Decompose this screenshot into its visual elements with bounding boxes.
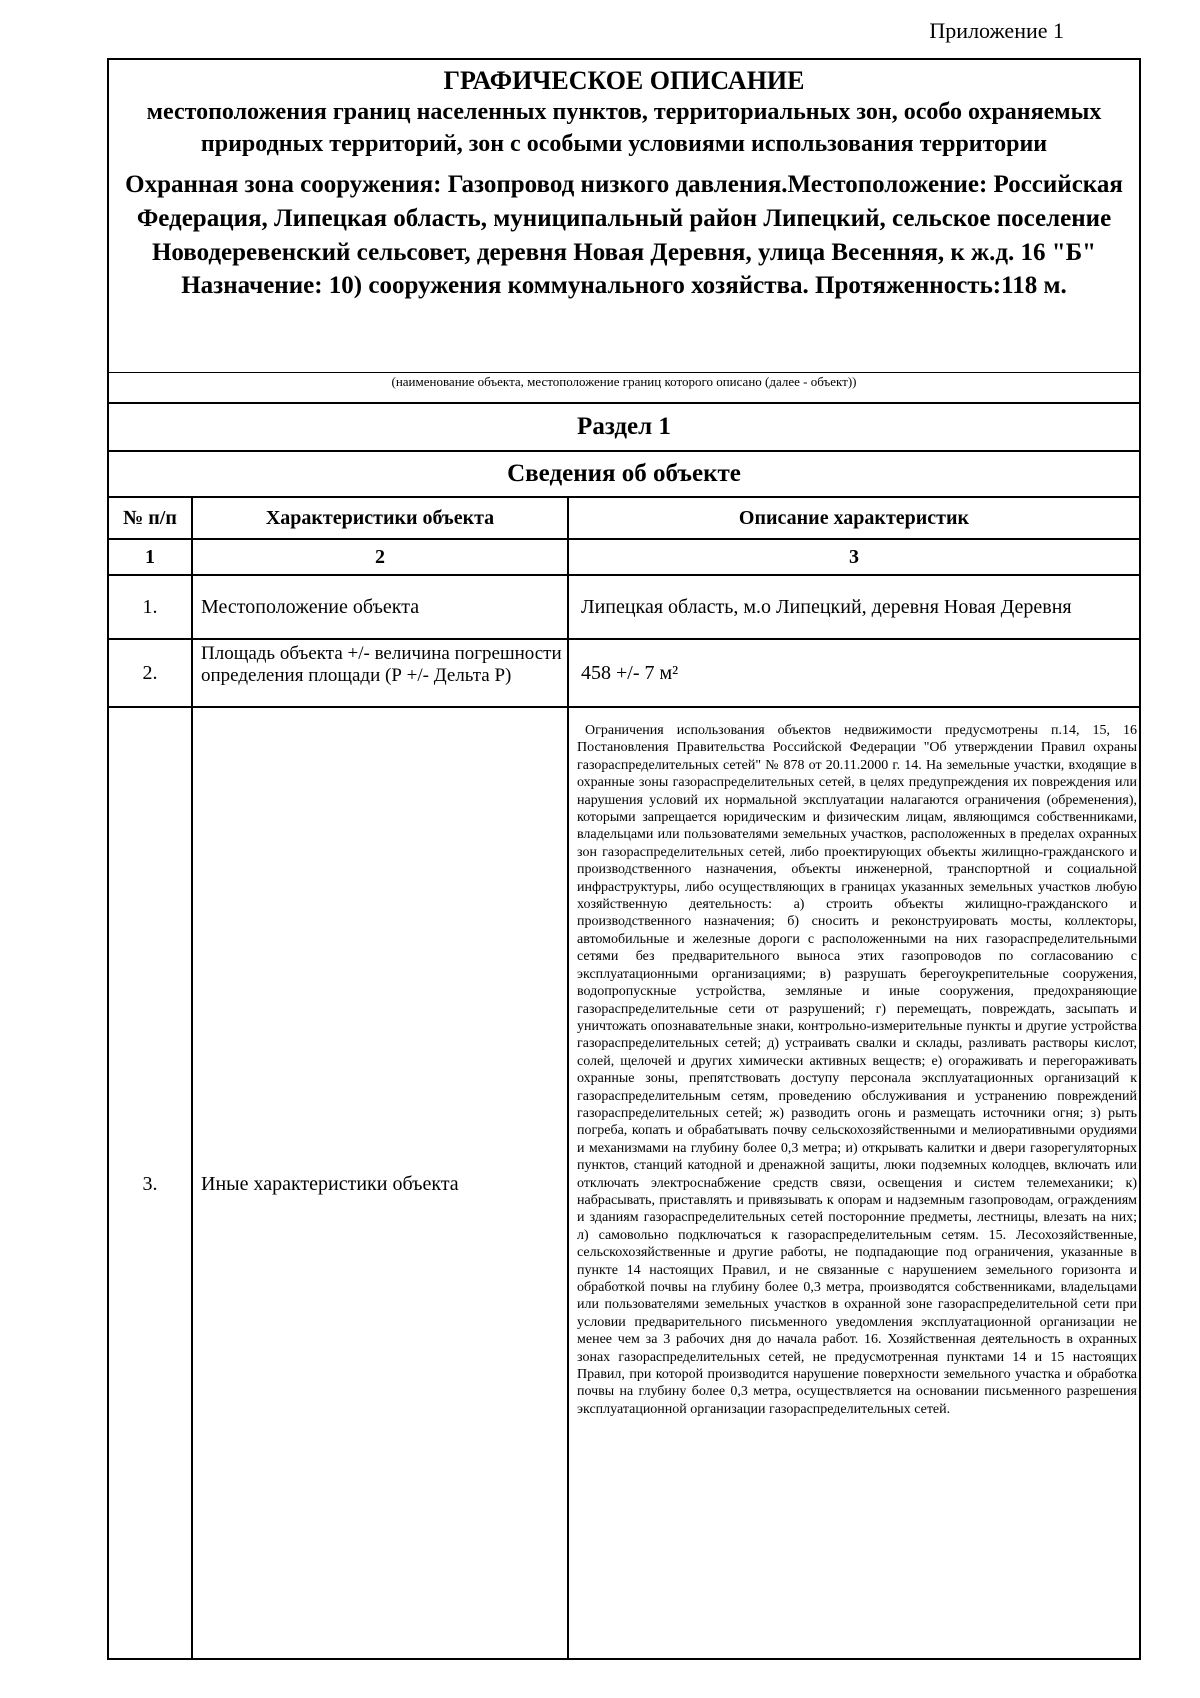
- header-number: № п/п: [123, 506, 177, 529]
- row-1-number: 1.: [142, 595, 158, 618]
- column-number-2: 2: [375, 545, 385, 568]
- section-title: Раздел 1: [577, 413, 671, 440]
- row-3-number: 3.: [142, 1172, 158, 1195]
- row-3-description: Ограничения использования объектов недвижимости предусмотрены п.14, 15, 16 Постановления Правительства Российской Федерации "Об утверждении Правил охраны газораспределительных сетей" № 878 от 20.11.2000 г. 14. На земельные участки, входящие в охранные зоны газораспределительных сетей, в целях предупреждения их повреждения или нарушения условий их нормальной эксплуатации налагаются ограничения (обременения), которыми запрещается юридическим и физическим лицам, являющимся собственниками, владельцами или пользователями земельных участков, расположенных в пределах охранных зон газораспределительных сетей, либо проектирующих объекты жилищно-гражданского и производственного назначения, объекты инженерной, транспортной и социальной инфраструктуры, либо осуществляющих в границах указанных земельных участков любую хозяйственную деятельность: а) строить объекты жилищно-гражданского и производственного назначения; б) сносить и реконструировать мосты, коллекторы, автомобильные и железные дороги с расположенными на них газораспределительными сетями без предварительного выноса этих газопроводов по согласованию с эксплуатационными организациями; в) разрушать берегоукрепительные сооружения, водопропускные устройства, земляные и иные сооружения, предохраняющие газораспределительные сети от разрушений; г) перемещать, повреждать, засыпать и уничтожать опознавательные знаки, контрольно-измерительные пункты и другие устройства газораспределительных сетей; д) устраивать свалки и склады, разливать растворы кислот, солей, щелочей и других химически активных веществ; е) огораживать и перегораживать охранные зоны, препятствовать доступу персонала эксплуатационных организаций к газораспределительным сетям, проведению обслуживания и устранению повреждений газораспределительных сетей; ж) разводить огонь и размещать источники огня; з) рыть погреба, копать и обрабатывать почву сельскохозяйственными и мелиоративными орудиями и механизмами на глубину более 0,3 метра; и) открывать калитки и двери газорегуляторных пунктов, станций катодной и дренажной защиты, люки подземных колодцев, включать или отключать электроснабжение средств связи, освещения и систем телемеханики; к) набрасывать, приставлять и привязывать к опорам и надземным газопроводам, ограждениям и зданиям газораспределительных сетей посторонние предметы, лестницы, влезать на них; л) самовольно подключаться к газораспределительным сетям. 15. Лесохозяйственные, сельскохозяйственные и другие работы, не подпадающие под ограничения, указанные в пункте 14 настоящих Правил, и не связанные с нарушением земельного горизонта и обработкой почвы на глубину более 0,3 метра, производятся собственниками, владельцами или пользователями земельных участков в охранной зоне газораспределительной сети при условии предварительного письменного уведомления эксплуатационной организации не менее чем за 3 рабочих дня до начала работ. 16. Хозяйственная деятельность в охранных зонах газораспределительных сетей, не предусмотренная пунктами 14 и 15 настоящих Правил, при которой производится нарушение поверхности земельного участка и обработка почвы на глубину более 0,3 метра, осуществляется на основании письменного разрешения эксплуатационной организации газораспределительных сетей.: [577, 723, 1137, 1417]
- row-2-characteristic: Площадь объекта +/- величина погрешности определения площади (Р +/- Дельта Р): [201, 643, 562, 686]
- object-caption: (наименование объекта, местоположение границ которого описано (далее - объект)): [391, 374, 857, 389]
- row-1-description: Липецкая область, м.о Липецкий, деревня Новая Деревня: [581, 595, 1072, 618]
- object-description: Охранная зона сооружения: Газопровод низкого давления.Местоположение: Российская Федерация, Липецкая область, муниципальный район Липецкий, сельское поселение Новодеревенский сельсовет, деревня Новая Деревня, улица Весенняя, к ж.д. 16 "Б": [125, 171, 1123, 266]
- header-characteristic: Характеристики объекта: [265, 506, 495, 529]
- column-number-1: 1: [145, 545, 155, 568]
- document-header: [109, 60, 1139, 372]
- document-frame: [107, 58, 1141, 1660]
- column-number-3: 3: [849, 545, 859, 568]
- row-2-description: 458 +/- 7 м²: [581, 661, 679, 684]
- document-subtitle: местоположения границ населенных пунктов, территориальных зон, особо охраняемых природных территорий, зон с особыми условиями использования территории: [146, 99, 1102, 157]
- row-1-characteristic: Местоположение объекта: [201, 595, 420, 618]
- header-description: Описание характеристик: [738, 506, 970, 529]
- document-title: ГРАФИЧЕСКОЕ ОПИСАНИЕ: [443, 66, 805, 95]
- object-purpose: Назначение: 10) сооружения коммунального хозяйства. Протяженность:118 м.: [181, 272, 1067, 299]
- appendix-label: Приложение 1: [929, 18, 1064, 43]
- row-3-characteristic: Иные характеристики объекта: [201, 1172, 459, 1195]
- row-2-number: 2.: [142, 661, 158, 684]
- section-subtitle: Сведения об объекте: [507, 460, 741, 487]
